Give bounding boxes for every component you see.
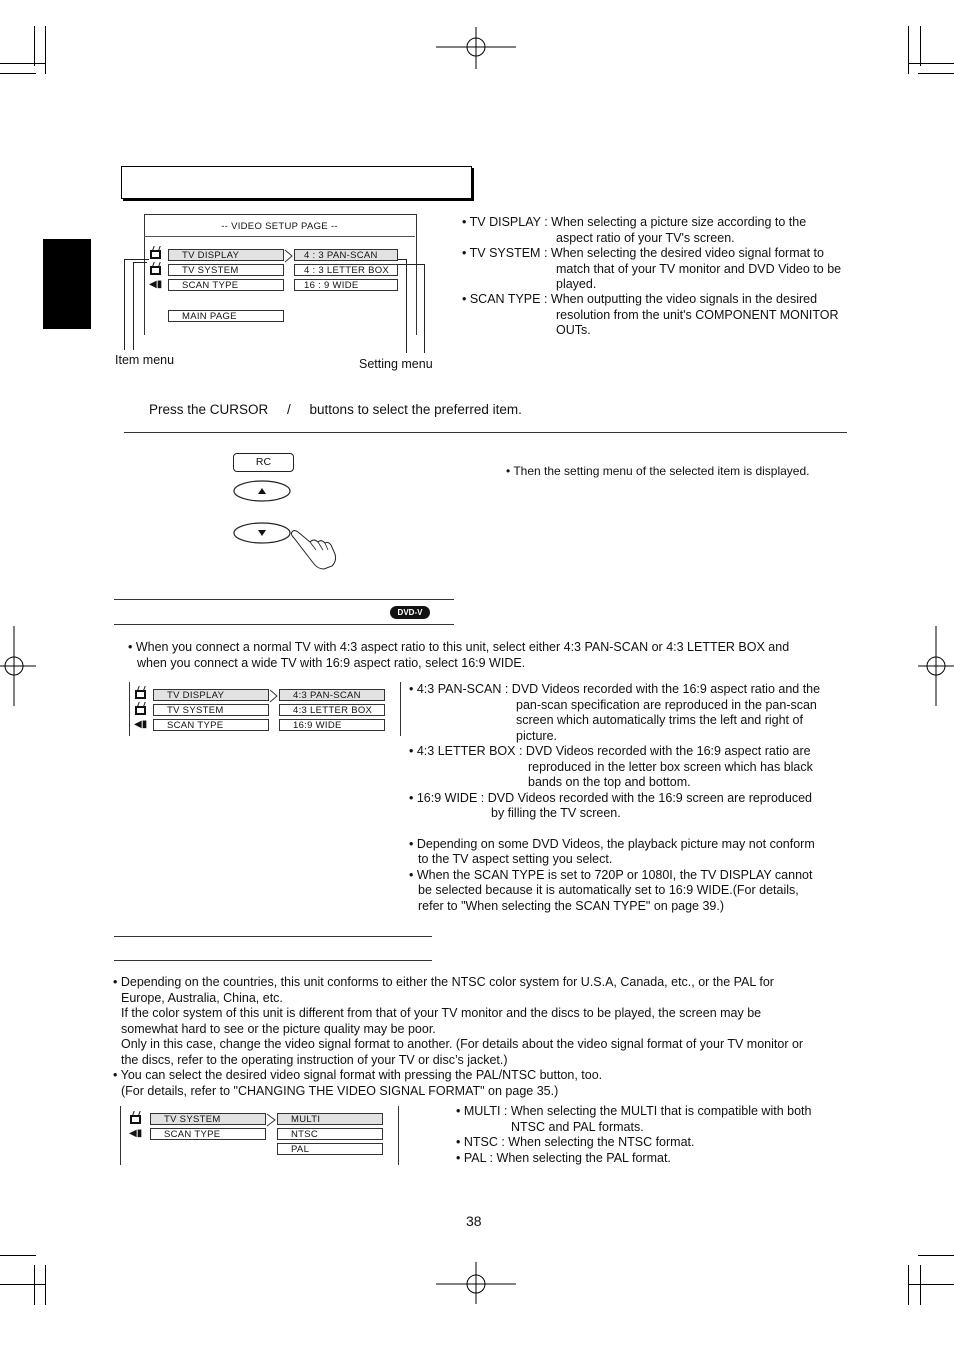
menu-item[interactable]: TV SYSTEM — [150, 1113, 266, 1125]
page-number: 38 — [466, 1213, 482, 1229]
tv-display-intro: • When you connect a normal TV with 4:3 aspect ratio to this unit, select either 4:3 PAN-SCAN or 4:3 LETTER BOX and when you connect a wide TV with 16:9 aspect ratio, select 16:9 WIDE. — [128, 640, 790, 670]
tv-display-options: • 4:3 PAN-SCAN : DVD Videos recorded with the 16:9 aspect ratio and the pan-scan specification are reproduced in the pan-scan screen which automatically trims the left and right of picture. • 4:3 LETTER BOX : DVD Videos recorded with the 16:9 aspect ratio are reproduced in the letter box screen which has black bands on the top and bottom. • 16:9 WIDE : DVD Videos recorded with the 16:9 screen are reproduced by filling the TV screen. • Depending on some DVD Videos, the playback picture may not conform to the TV aspect setting you select. • When the SCAN TYPE is set to 720P or 1080I, the TV DISPLAY cannot be selected because it is automatically set to 16:9 WIDE.(For details, refer to "When selecting the SCAN TYPE" on page 39.) — [409, 682, 821, 913]
tv-system-options: • MULTI : When selecting the MULTI that is compatible with both NTSC and PAL formats. • NTSC : When selecting the NTSC format. • PAL : When selecting the PAL format. — [456, 1104, 812, 1165]
item-menu-label: Item menu — [115, 353, 175, 367]
hand-pointer-icon — [290, 528, 340, 570]
setting-item[interactable]: MULTI — [277, 1113, 383, 1125]
section-title-box — [121, 166, 472, 199]
rc-button[interactable]: RC — [233, 453, 294, 472]
setting-item[interactable]: PAL — [277, 1143, 383, 1155]
tv-system-paragraph: • Depending on the countries, this unit conforms to either the NTSC color system for U.S.A, Canada, etc., or the PAL for Europe, Australia, China, etc. If the color system of this unit is different from that of your TV monitor and the discs to be played, the screen may be somewhat hard to see or the picture quality may be poor. Only in this case, change the video signal format to another. (For details about the video signal format of your TV monitor or the discs, refer to the operating instruction of your TV or disc’s jacket.) • You can select the desired video signal format with pressing the PAL/NTSC button, too. (For details, refer to "CHANGING THE VIDEO SIGNAL FORMAT" on page 35.) — [113, 975, 804, 1098]
setting-item[interactable]: 4:3 PAN-SCAN — [279, 689, 385, 701]
top-description: • TV DISPLAY : When selecting a picture size according to the aspect ratio of your TV's screen. • TV SYSTEM : When selecting the desired video signal format to match that of your TV monitor and DVD Video to be played. • SCAN TYPE : When outputting the video signals in the desired resolution from the unit's COMPONENT MONITOR OUTs. — [462, 215, 842, 337]
tv-icon — [135, 690, 146, 699]
side-tab — [43, 239, 91, 329]
setting-item[interactable]: 16:9 WIDE — [279, 719, 385, 731]
tv-icon — [135, 706, 146, 715]
setting-item[interactable]: NTSC — [277, 1128, 383, 1140]
setting-item[interactable]: 4 : 3 LETTER BOX — [294, 264, 398, 276]
menu-item[interactable]: SCAN TYPE — [150, 1128, 266, 1140]
setting-item[interactable]: 4:3 LETTER BOX — [279, 704, 385, 716]
menu-item[interactable]: TV SYSTEM — [153, 704, 269, 716]
main-page-button[interactable]: MAIN PAGE — [168, 310, 284, 322]
tv-icon — [130, 1115, 141, 1124]
speaker-icon: ◀▮ — [129, 1128, 143, 1139]
menu-title: -- VIDEO SETUP PAGE -- — [221, 221, 338, 232]
cursor-up-button[interactable] — [232, 478, 292, 504]
setting-item[interactable]: 4 : 3 PAN-SCAN — [294, 249, 398, 261]
dvd-v-badge: DVD-V — [390, 606, 430, 619]
menu-item[interactable]: TV DISPLAY — [153, 689, 269, 701]
step-note: • Then the setting menu of the selected item is displayed. — [506, 464, 810, 478]
cursor-down-button[interactable] — [232, 520, 292, 546]
menu-item[interactable]: TV DISPLAY — [168, 249, 284, 261]
setting-menu-label: Setting menu — [359, 357, 433, 371]
setting-item[interactable]: 16 : 9 WIDE — [294, 279, 398, 291]
speaker-icon: ◀▮ — [134, 719, 148, 730]
step-instruction: Press the CURSOR / buttons to select the preferred item. — [149, 402, 522, 417]
chevron-right-icon — [284, 249, 294, 263]
tv-icon — [150, 266, 161, 275]
chevron-right-icon — [269, 689, 279, 703]
menu-item[interactable]: TV SYSTEM — [168, 264, 284, 276]
menu-item[interactable]: SCAN TYPE — [168, 279, 284, 291]
speaker-icon: ◀▮ — [149, 279, 163, 290]
tv-icon — [150, 250, 161, 259]
menu-item[interactable]: SCAN TYPE — [153, 719, 269, 731]
